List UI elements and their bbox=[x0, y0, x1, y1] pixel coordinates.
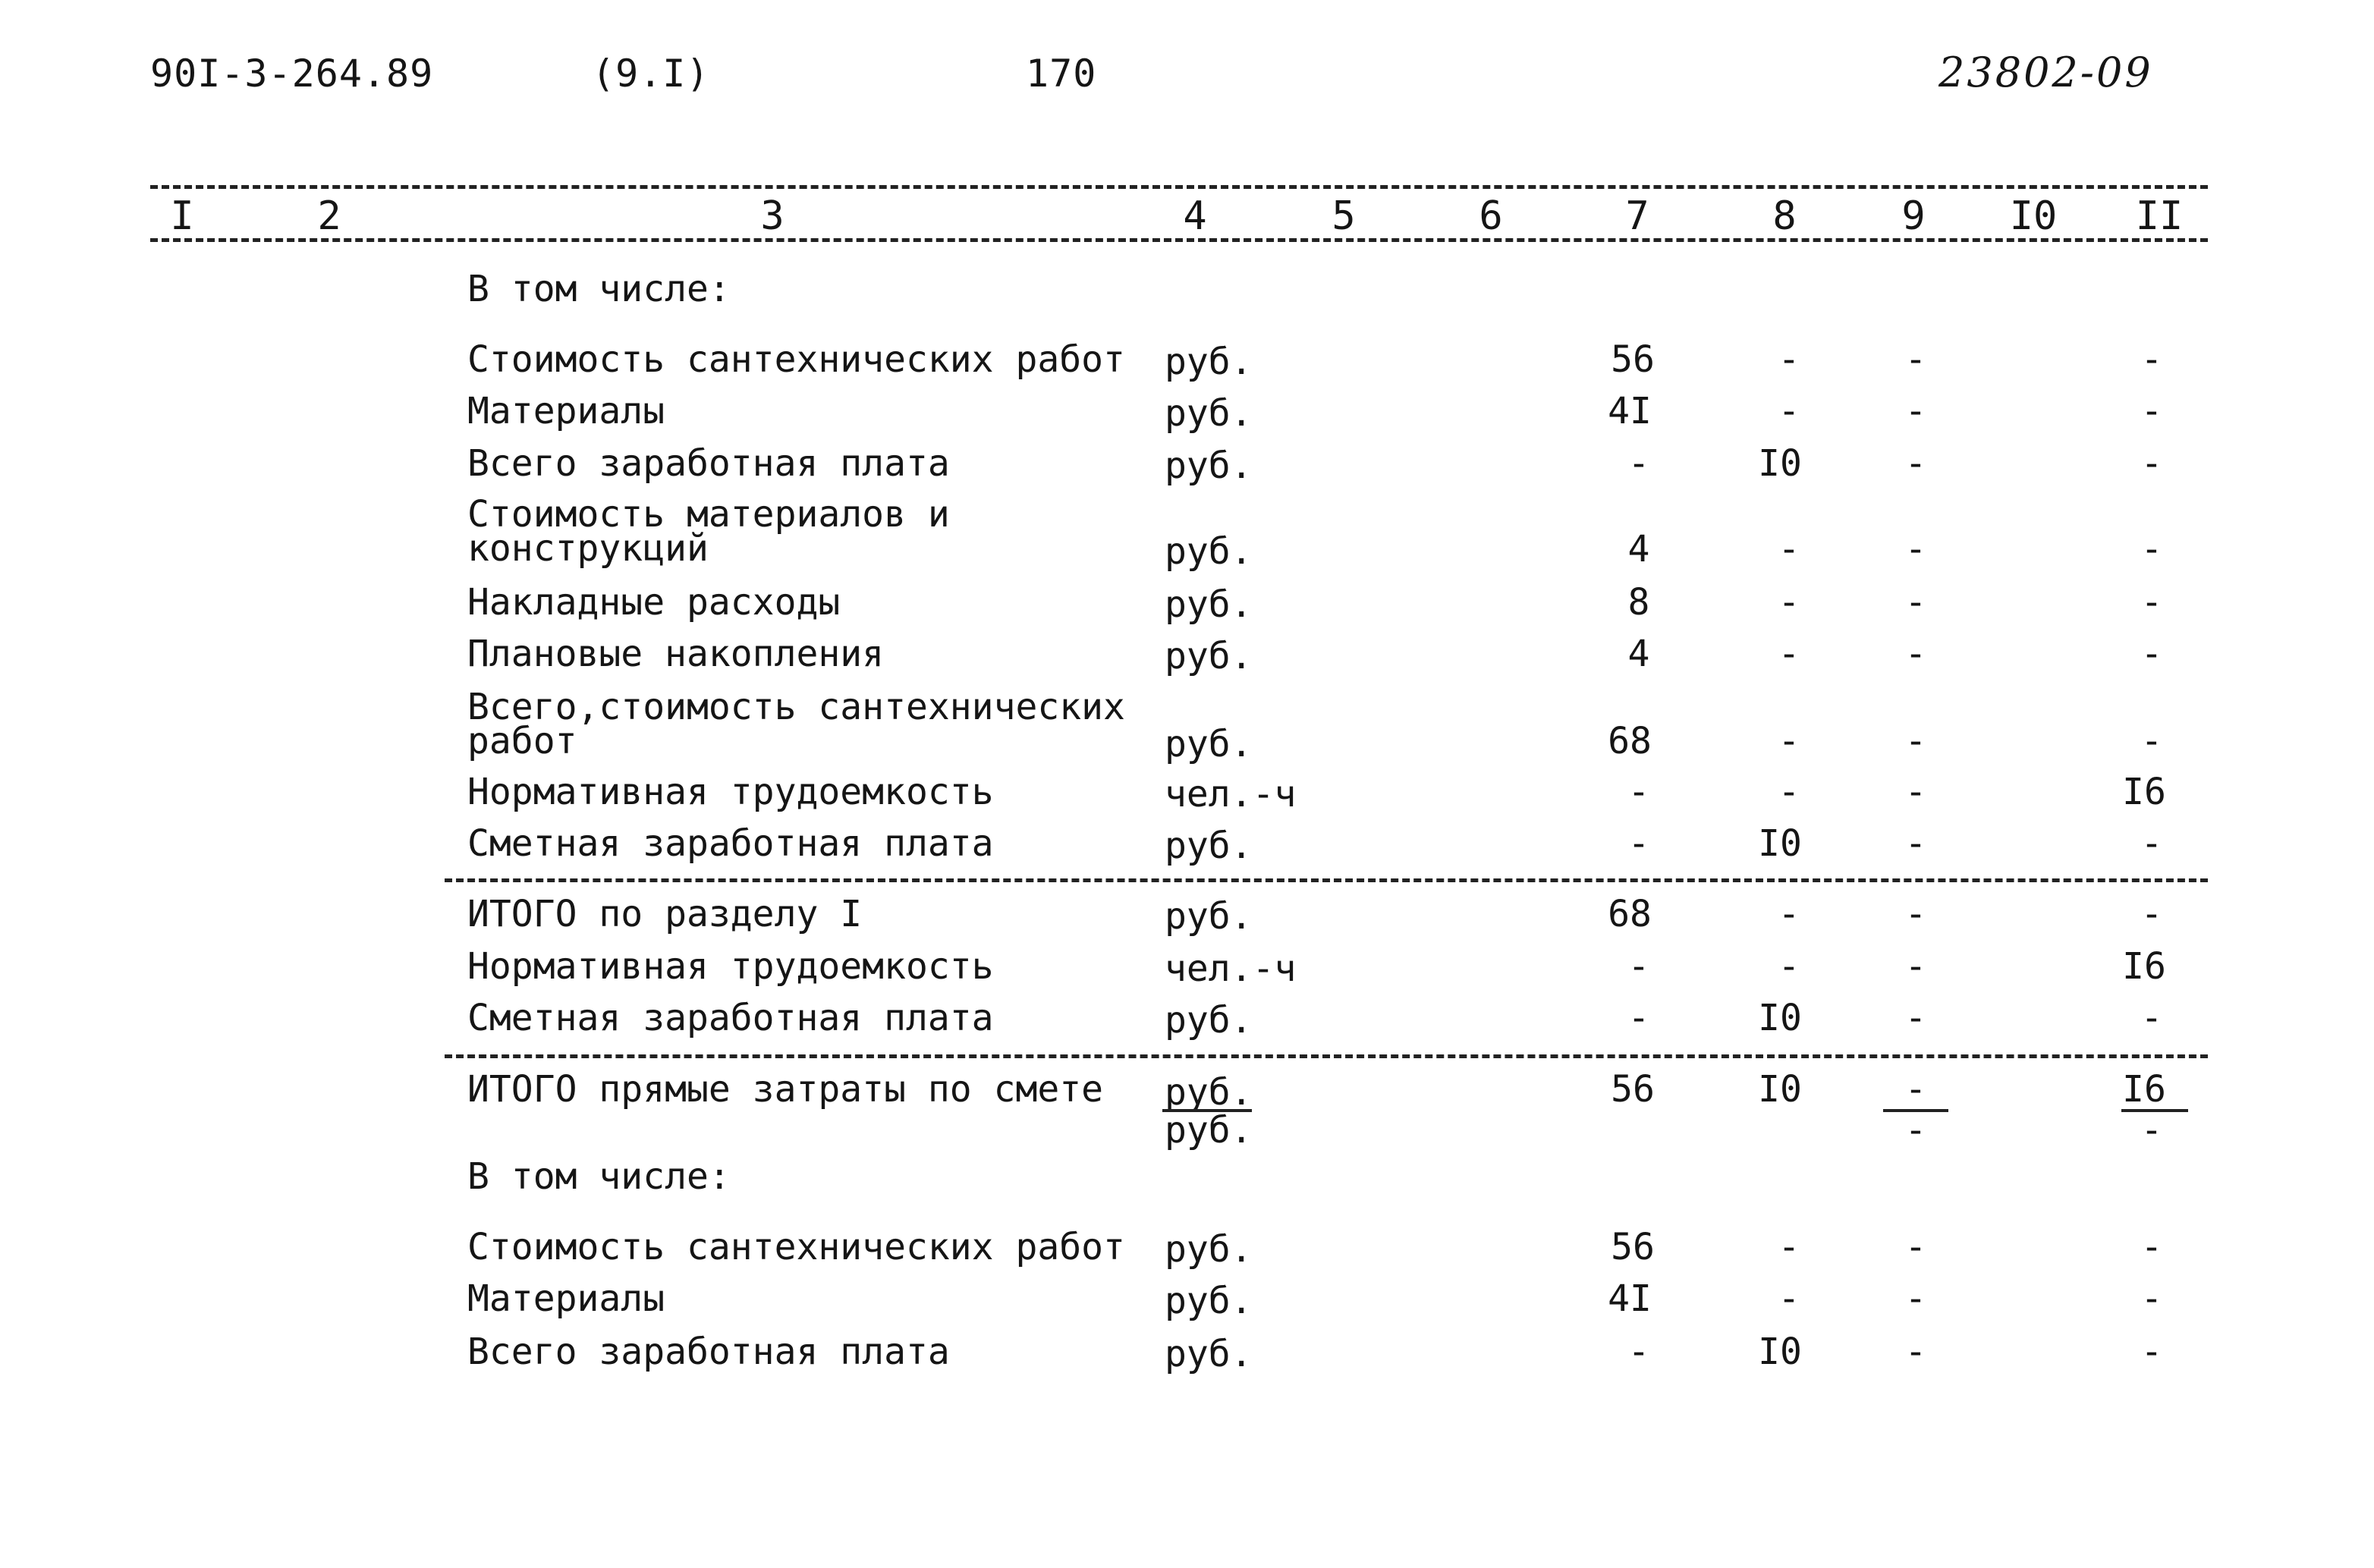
row-label: Материалы bbox=[467, 1277, 665, 1320]
document-code: 90I-3-264.89 bbox=[150, 52, 434, 96]
cell-col8: - bbox=[1778, 633, 1800, 675]
cell-col7: - bbox=[1627, 945, 1650, 988]
row-unit: руб. bbox=[1165, 723, 1253, 765]
cell-col8: - bbox=[1778, 390, 1800, 432]
cell-col8: I0 bbox=[1758, 442, 1802, 485]
cell-col7: - bbox=[1627, 442, 1650, 485]
cell-col7: 4I bbox=[1608, 1277, 1652, 1320]
cell-col7: 56 bbox=[1611, 1226, 1655, 1268]
column-number: 2 bbox=[317, 193, 341, 239]
cell-col11: - bbox=[2140, 633, 2163, 675]
section-divider bbox=[445, 1054, 2208, 1058]
cell-col11: - bbox=[2140, 338, 2163, 381]
row-unit: руб. bbox=[1165, 341, 1253, 383]
row-label: Стоимость сантехнических работ bbox=[467, 338, 1125, 381]
cell-col9: - bbox=[1904, 771, 1927, 813]
cell-col11-numerator: I6 bbox=[2122, 1068, 2166, 1111]
cell-col7: 4 bbox=[1627, 633, 1650, 675]
cell-col8: I0 bbox=[1758, 1068, 1802, 1111]
row-label: Всего заработная плата bbox=[467, 442, 950, 485]
column-number: 6 bbox=[1479, 193, 1503, 239]
cell-col7: 4I bbox=[1608, 390, 1652, 432]
row-label: Всего заработная плата bbox=[467, 1331, 950, 1373]
cell-col8: - bbox=[1778, 581, 1800, 624]
row-label: Сметная заработная плата bbox=[467, 822, 994, 865]
cell-col11: - bbox=[2140, 1331, 2163, 1373]
row-unit: руб. bbox=[1165, 999, 1253, 1042]
cell-col11: - bbox=[2140, 822, 2163, 865]
cell-col11: I6 bbox=[2122, 945, 2166, 988]
row-label: Стоимость материалов и bbox=[467, 493, 950, 536]
cell-col11: - bbox=[2140, 893, 2163, 935]
header-top-rule bbox=[150, 185, 2208, 189]
row-label: ИТОГО прямые затраты по смете bbox=[467, 1068, 1104, 1111]
cell-col7: 68 bbox=[1608, 720, 1652, 762]
column-number: 3 bbox=[760, 193, 785, 239]
cell-col8: I0 bbox=[1758, 822, 1802, 865]
cell-col8: - bbox=[1778, 1277, 1800, 1320]
cell-col9: - bbox=[1904, 1226, 1927, 1268]
row-unit: руб. bbox=[1165, 825, 1253, 867]
cell-col8: - bbox=[1778, 893, 1800, 935]
cell-col8: - bbox=[1778, 720, 1800, 762]
row-unit: руб. bbox=[1165, 392, 1253, 435]
cell-col8: - bbox=[1778, 771, 1800, 813]
row-label-continued: конструкций bbox=[467, 527, 709, 570]
cell-col11: - bbox=[2140, 442, 2163, 485]
cell-col7: - bbox=[1627, 997, 1650, 1039]
cell-col11: I6 bbox=[2122, 771, 2166, 813]
subheading: В том числе: bbox=[467, 1155, 731, 1198]
cell-col9: - bbox=[1904, 893, 1927, 935]
row-unit: чел.-ч bbox=[1165, 773, 1297, 815]
cell-col11: - bbox=[2140, 720, 2163, 762]
cell-col9: - bbox=[1904, 442, 1927, 485]
page-number: 170 bbox=[1026, 52, 1097, 96]
cell-col9: - bbox=[1904, 720, 1927, 762]
cell-col9: - bbox=[1904, 822, 1927, 865]
cell-col7: 56 bbox=[1611, 1068, 1655, 1111]
cell-col7: - bbox=[1627, 1331, 1650, 1373]
row-unit: руб. bbox=[1165, 445, 1253, 487]
cell-col9: - bbox=[1904, 338, 1927, 381]
column-number: I bbox=[170, 193, 194, 239]
cell-col11: - bbox=[2140, 528, 2163, 570]
cell-col9-numerator: - bbox=[1904, 1068, 1927, 1111]
row-label: Сметная заработная плата bbox=[467, 997, 994, 1039]
column-number: II bbox=[2135, 193, 2184, 239]
row-label: Всего,стоимость сантехнических bbox=[467, 686, 1125, 728]
cell-col8: - bbox=[1778, 945, 1800, 988]
cell-col9: - bbox=[1904, 528, 1927, 570]
column-number: 5 bbox=[1332, 193, 1356, 239]
cell-col11-denominator: - bbox=[2140, 1109, 2163, 1152]
cell-col9: - bbox=[1904, 1331, 1927, 1373]
row-label: Стоимость сантехнических работ bbox=[467, 1226, 1125, 1268]
row-label: Нормативная трудоемкость bbox=[467, 945, 994, 988]
header-bottom-rule bbox=[150, 238, 2208, 242]
cell-col9: - bbox=[1904, 997, 1927, 1039]
cell-col11: - bbox=[2140, 997, 2163, 1039]
row-unit: руб. bbox=[1165, 530, 1253, 573]
column-number: 8 bbox=[1772, 193, 1797, 239]
cell-col7: 8 bbox=[1627, 581, 1650, 624]
column-number: 7 bbox=[1625, 193, 1649, 239]
cell-col7: - bbox=[1627, 771, 1650, 813]
subheading: В том числе: bbox=[467, 268, 731, 310]
cell-col9: - bbox=[1904, 633, 1927, 675]
cell-col7: 56 bbox=[1611, 338, 1655, 381]
column-number: 9 bbox=[1901, 193, 1926, 239]
row-unit: руб. bbox=[1165, 635, 1253, 677]
row-unit-denominator: руб. bbox=[1165, 1109, 1253, 1152]
cell-col9: - bbox=[1904, 945, 1927, 988]
cell-col11: - bbox=[2140, 1226, 2163, 1268]
cell-col11: - bbox=[2140, 1277, 2163, 1320]
cell-col9-denominator: - bbox=[1904, 1109, 1927, 1152]
section-divider bbox=[445, 878, 2208, 882]
cell-col8: - bbox=[1778, 528, 1800, 570]
row-label-continued: работ bbox=[467, 720, 577, 762]
row-label: Накладные расходы bbox=[467, 581, 841, 624]
cell-col11: - bbox=[2140, 390, 2163, 432]
cell-col11: - bbox=[2140, 581, 2163, 624]
row-unit-numerator: руб. bbox=[1165, 1071, 1253, 1114]
handwritten-reference: 23802-09 bbox=[1939, 49, 2153, 96]
cell-col9: - bbox=[1904, 1277, 1927, 1320]
row-unit: руб. bbox=[1165, 583, 1253, 626]
row-unit: чел.-ч bbox=[1165, 947, 1297, 990]
cell-col7: 4 bbox=[1627, 528, 1650, 570]
row-unit: руб. bbox=[1165, 895, 1253, 938]
row-unit: руб. bbox=[1165, 1228, 1253, 1271]
cell-col8: I0 bbox=[1758, 1331, 1802, 1373]
cell-col9: - bbox=[1904, 390, 1927, 432]
row-unit: руб. bbox=[1165, 1280, 1253, 1322]
cell-col7: 68 bbox=[1608, 893, 1652, 935]
column-number: I0 bbox=[2009, 193, 2058, 239]
row-label: Материалы bbox=[467, 390, 665, 432]
row-label: Плановые накопления bbox=[467, 633, 885, 675]
row-label: ИТОГО по разделу I bbox=[467, 893, 863, 935]
row-label: Нормативная трудоемкость bbox=[467, 771, 994, 813]
column-number: 4 bbox=[1183, 193, 1207, 239]
cell-col8: - bbox=[1778, 1226, 1800, 1268]
row-unit: руб. bbox=[1165, 1333, 1253, 1375]
section-number: (9.I) bbox=[592, 52, 710, 96]
cell-col7: - bbox=[1627, 822, 1650, 865]
cell-col8: I0 bbox=[1758, 997, 1802, 1039]
cell-col9: - bbox=[1904, 581, 1927, 624]
cell-col8: - bbox=[1778, 338, 1800, 381]
